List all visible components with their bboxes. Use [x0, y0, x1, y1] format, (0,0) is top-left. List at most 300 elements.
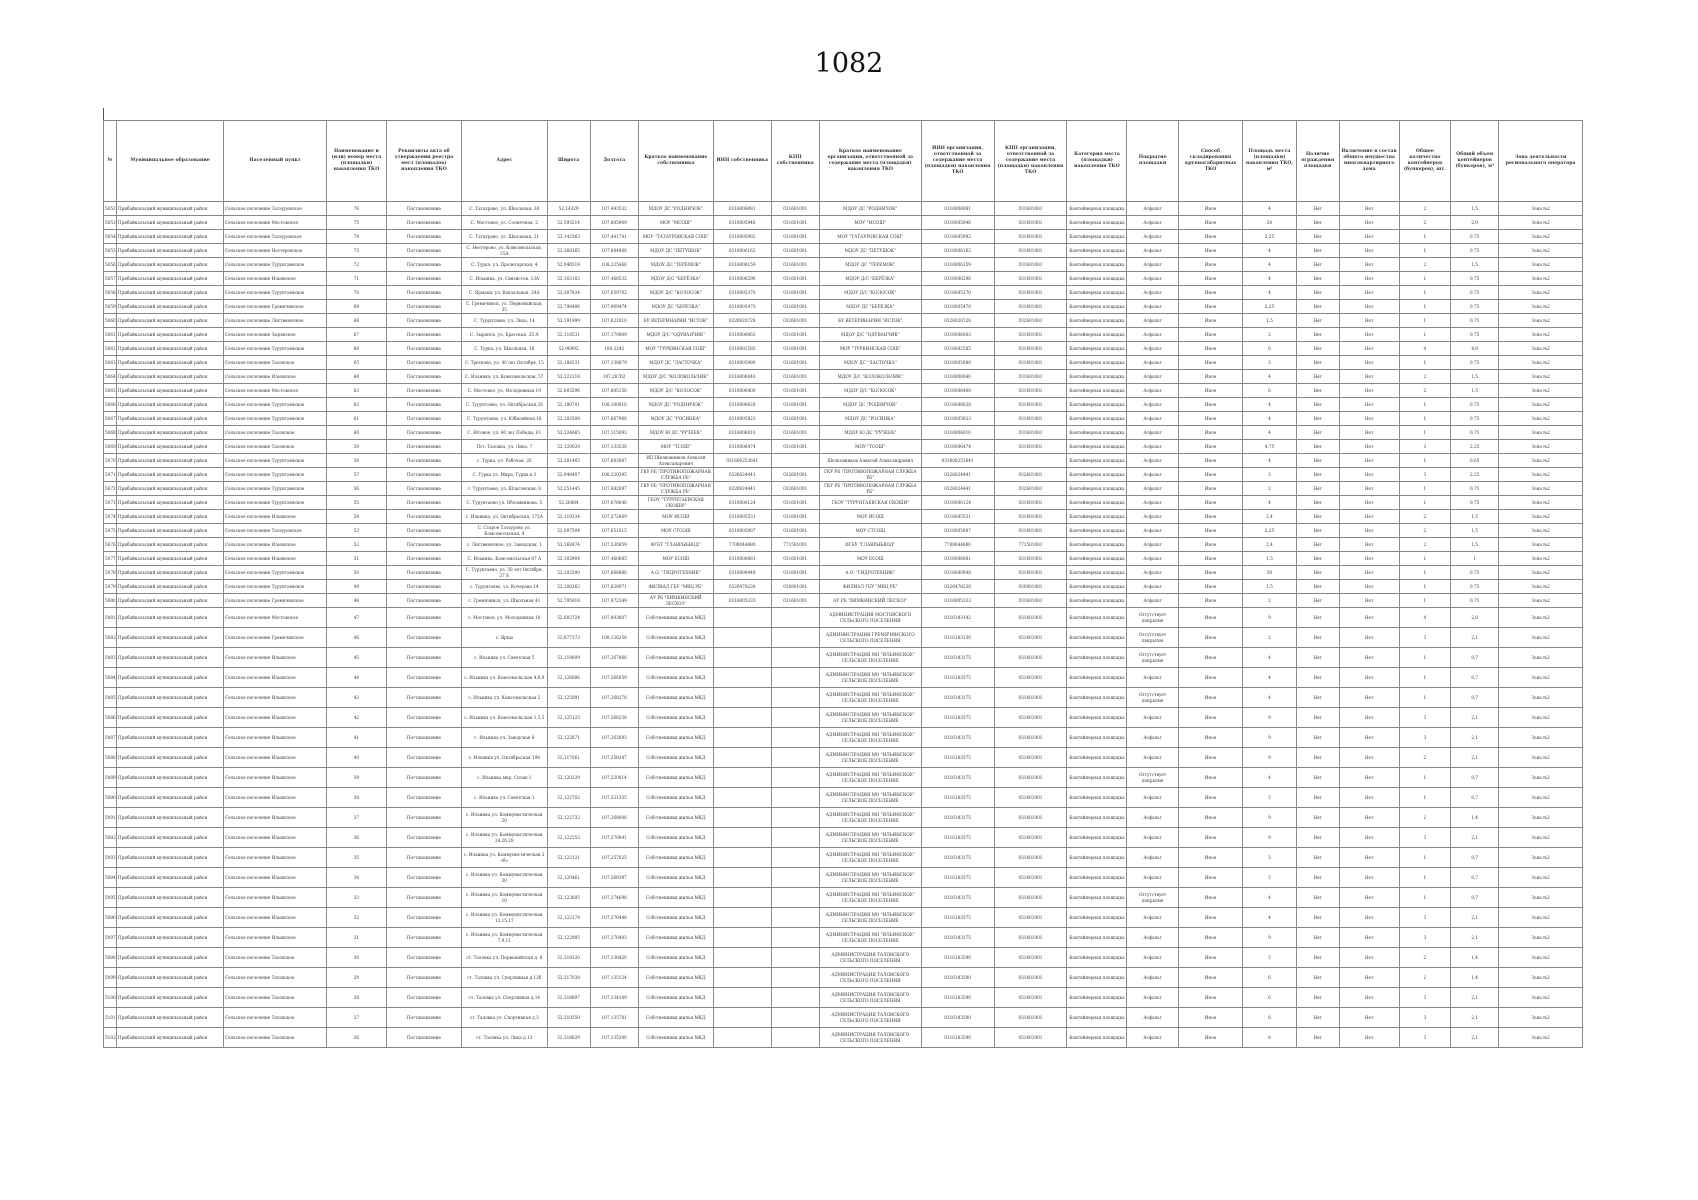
- table-cell: Иное: [1178, 688, 1242, 708]
- table-cell: 1: [1399, 848, 1450, 868]
- table-cell: Нет: [1296, 1028, 1339, 1048]
- table-cell: Сельское поселение Таловское: [224, 1008, 327, 1028]
- table-cell: Зона №2: [1499, 748, 1583, 768]
- table-cell: Нет: [1339, 244, 1399, 258]
- table-cell: Прибайкальский муниципальный район: [116, 628, 223, 648]
- table-cell: с. Ильинка ул. Коммунистическая 7,9,11: [461, 928, 547, 948]
- table-cell: Сельское поселение Ильинское: [224, 648, 327, 668]
- table-cell: 31: [326, 928, 386, 948]
- table-cell: 1: [1399, 594, 1450, 608]
- table-cell: 3: [1399, 468, 1450, 482]
- table-cell: Контейнерная площадка: [1067, 356, 1127, 370]
- table-cell: 0316005470: [713, 300, 771, 314]
- table-cell: Зона №2: [1499, 594, 1583, 608]
- table-cell: Отсутствует покрытие: [1127, 768, 1178, 788]
- table-cell: МДОУ ДС "РОСИНКА": [638, 412, 713, 426]
- table-cell: 0316183590: [921, 1008, 994, 1028]
- table-cell: АДМИНИСТРАЦИЯ МО "ИЛЬИНСКОЕ" СЕЛЬСКОЕ ПОСЕЛЕНИЕ: [819, 928, 921, 948]
- table-cell: 0316005923: [713, 412, 771, 426]
- table-cell: Контейнерная площадка: [1067, 426, 1127, 440]
- table-cell: Контейнерная площадка: [1067, 524, 1127, 538]
- table-cell: 0316005946: [713, 216, 771, 230]
- table-cell: МДОУ Д/С "БЕРЁЗКА": [819, 272, 921, 286]
- table-cell: Асфальт: [1127, 384, 1178, 398]
- table-cell: Нет: [1296, 202, 1339, 216]
- table-cell: Контейнерная площадка: [1067, 314, 1127, 328]
- table-cell: 5091: [104, 808, 117, 828]
- table-cell: 107,651515: [590, 524, 638, 538]
- table-cell: Постановление: [386, 708, 461, 728]
- table-cell: Постановление: [386, 510, 461, 524]
- table-cell: 0316006081: [713, 202, 771, 216]
- table-cell: 2,25: [1243, 230, 1297, 244]
- table-cell: Иное: [1178, 370, 1242, 384]
- table-cell: АДМИНИСТРАЦИЯ МОСТОВСКОГО СЕЛЬСКОГО ПОСЕЛЕНИЯ: [819, 608, 921, 628]
- table-cell: С. Ильинка, ул. Комсомольская, 57: [461, 370, 547, 384]
- table-cell: 65: [326, 356, 386, 370]
- table-cell: 031601001: [771, 552, 819, 566]
- table-cell: Контейнерная площадка: [1067, 708, 1127, 728]
- table-cell: Сельское поселение Ильинское: [224, 370, 327, 384]
- table-cell: 3: [1399, 828, 1450, 848]
- table-cell: ГКУ РБ "ПРОТИВОПОЖАРНАЯ СЛУЖБА РБ": [819, 482, 921, 496]
- table-cell: 5085: [104, 688, 117, 708]
- table-cell: Нет: [1339, 608, 1399, 628]
- table-cell: [771, 454, 819, 468]
- table-cell: Нет: [1339, 828, 1399, 848]
- table-cell: 107,530859: [590, 538, 638, 552]
- table-cell: Собственники жилья МКД: [638, 728, 713, 748]
- table-cell: 3: [1399, 728, 1450, 748]
- table-cell: Зона №2: [1499, 788, 1583, 808]
- table-cell: Сельское поселение Ильинское: [224, 538, 327, 552]
- table-cell: 61: [326, 412, 386, 426]
- table-cell: с. Ильинка ул. Советская 1: [461, 788, 547, 808]
- table-cell: 58: [326, 454, 386, 468]
- table-cell: Зона №2: [1499, 552, 1583, 566]
- table-cell: 1: [1399, 668, 1450, 688]
- table-cell: Нет: [1339, 440, 1399, 454]
- table-cell: Постановление: [386, 538, 461, 552]
- table-cell: 44: [326, 668, 386, 688]
- table-cell: 68: [326, 314, 386, 328]
- table-cell: 1,5: [1451, 524, 1499, 538]
- table-cell: Прибайкальский муниципальный район: [116, 708, 223, 728]
- table-cell: ст. Таловка ул. Первомайская д. 8: [461, 948, 547, 968]
- table-cell: 031601001: [994, 412, 1067, 426]
- table-cell: 5090: [104, 788, 117, 808]
- table-cell: АДМИНИСТРАЦИЯ ТАЛОВСКОГО СЕЛЬСКОГО ПОСЕЛЕНИЯ: [819, 988, 921, 1008]
- table-cell: 2: [1399, 968, 1450, 988]
- table-cell: Сельское поселение Ильинское: [224, 868, 327, 888]
- table-cell: Нет: [1296, 258, 1339, 272]
- table-cell: Нет: [1339, 258, 1399, 272]
- table-cell: Зона №2: [1499, 1028, 1583, 1048]
- table-cell: 3: [1399, 988, 1450, 1008]
- table-cell: Собственники жилья МКД: [638, 908, 713, 928]
- table-cell: 0316005333: [921, 594, 994, 608]
- table-cell: Асфальт: [1127, 496, 1178, 510]
- table-cell: Асфальт: [1127, 828, 1178, 848]
- table-cell: Нет: [1339, 328, 1399, 342]
- table-cell: 52,795918: [547, 594, 590, 608]
- table-cell: 5097: [104, 928, 117, 948]
- column-header: Краткое наименование организации, ответственной за содержание места (площадки) накопления ТКО: [819, 121, 921, 202]
- waste-site-registry-table: [103, 120, 1583, 1048]
- table-cell: Нет: [1296, 648, 1339, 668]
- table-cell: Прибайкальский муниципальный район: [116, 454, 223, 468]
- table-cell: Нет: [1296, 440, 1339, 454]
- table-cell: Нет: [1339, 788, 1399, 808]
- table-cell: Иное: [1178, 608, 1242, 628]
- table-cell: Контейнерная площадка: [1067, 412, 1127, 426]
- table-cell: Контейнерная площадка: [1067, 384, 1127, 398]
- table-cell: 1: [1399, 454, 1450, 468]
- table-cell: Сельское поселение Таловское: [224, 948, 327, 968]
- table-cell: Контейнерная площадка: [1067, 594, 1127, 608]
- column-header: Общее количество контейнеров (бункеров), шт.: [1399, 121, 1450, 202]
- table-cell: БУ ВЕТЕРИНАРИИ "ИСТОК": [819, 314, 921, 328]
- table-cell: 5052: [104, 202, 117, 216]
- table-cell: Постановление: [386, 244, 461, 258]
- table-cell: 5095: [104, 888, 117, 908]
- table-cell: Контейнерная площадка: [1067, 538, 1127, 552]
- table-cell: Нет: [1296, 748, 1339, 768]
- table-cell: 1: [1399, 314, 1450, 328]
- table-cell: с. Гремячинск, ул. Школьная 41: [461, 594, 547, 608]
- table-cell: 2: [1399, 524, 1450, 538]
- table-cell: 5054: [104, 230, 117, 244]
- table-cell: 031601001: [994, 300, 1067, 314]
- table-row: [104, 828, 1583, 848]
- table-cell: 52,122702: [547, 788, 590, 808]
- table-cell: Зона №2: [1499, 566, 1583, 580]
- table-cell: Нет: [1296, 788, 1339, 808]
- table-cell: 4: [1243, 768, 1297, 788]
- table-cell: 2,1: [1451, 908, 1499, 928]
- table-cell: 5084: [104, 668, 117, 688]
- table-cell: Нет: [1339, 868, 1399, 888]
- table-cell: МДОУ Д/С "КОЛОСОК": [819, 286, 921, 300]
- table-cell: Асфальт: [1127, 272, 1178, 286]
- table-cell: 107,267066: [590, 648, 638, 668]
- table-cell: [713, 1008, 771, 1028]
- table-cell: 0326024441: [921, 468, 994, 482]
- table-cell: Нет: [1296, 808, 1339, 828]
- table-cell: [771, 968, 819, 988]
- table-cell: АДМИНИСТРАЦИЯ ТАЛОВСКОГО СЕЛЬСКОГО ПОСЕЛЕНИЯ: [819, 948, 921, 968]
- table-cell: Асфальт: [1127, 370, 1178, 384]
- table-cell: 0316006063: [713, 328, 771, 342]
- table-cell: 0316006040: [921, 370, 994, 384]
- table-cell: 32: [326, 908, 386, 928]
- table-cell: Прибайкальский муниципальный район: [116, 538, 223, 552]
- table-cell: Прибайкальский муниципальный район: [116, 482, 223, 496]
- table-cell: 031601001: [771, 384, 819, 398]
- table-cell: 0316183142: [921, 608, 994, 628]
- table-cell: 52,14329: [547, 202, 590, 216]
- table-row: [104, 244, 1583, 258]
- table-cell: МДОУ ДС "РОДНИЧОК": [819, 398, 921, 412]
- table-cell: Нет: [1296, 286, 1339, 300]
- table-cell: Прибайкальский муниципальный район: [116, 808, 223, 828]
- table-cell: 107,220014: [590, 768, 638, 788]
- table-cell: МДОУ Д/С "КОЛОКОЛЬЧИК": [638, 370, 713, 384]
- table-cell: 032601001: [994, 314, 1067, 328]
- table-cell: 26: [326, 1028, 386, 1048]
- table-cell: 0316006400: [713, 384, 771, 398]
- table-cell: 031601001: [771, 272, 819, 286]
- table-cell: [771, 928, 819, 948]
- table-cell: Сельское поселение Гремячинское: [224, 300, 327, 314]
- table-cell: Нет: [1296, 384, 1339, 398]
- table-cell: Нет: [1339, 202, 1399, 216]
- table-cell: Контейнерная площадка: [1067, 768, 1127, 788]
- table-cell: Нет: [1339, 928, 1399, 948]
- column-header: Покрытие площадки: [1127, 121, 1178, 202]
- table-cell: 2,8: [1451, 608, 1499, 628]
- table-cell: Асфальт: [1127, 398, 1178, 412]
- table-cell: Асфальт: [1127, 908, 1178, 928]
- column-header: ИНН организации, ответственной за содержание места (площадки) накопления ТКО: [921, 121, 994, 202]
- table-cell: Прибайкальский муниципальный район: [116, 496, 223, 510]
- table-cell: 031601001: [994, 948, 1067, 968]
- table-cell: Нет: [1339, 768, 1399, 788]
- table-cell: Сельское поселение Ильинское: [224, 888, 327, 908]
- table-cell: Нет: [1296, 708, 1339, 728]
- table-cell: Постановление: [386, 370, 461, 384]
- table-cell: Нет: [1296, 988, 1339, 1008]
- table-cell: Иное: [1178, 788, 1242, 808]
- table-cell: С. Турунтаево ул. Обломкинова, 5: [461, 496, 547, 510]
- table-cell: 2,1: [1451, 708, 1499, 728]
- table-cell: 0,75: [1451, 272, 1499, 286]
- table-cell: Иное: [1178, 314, 1242, 328]
- table-cell: АДМИНИСТРАЦИЯ МО "ИЛЬИНСКОЕ" СЕЛЬСКОЕ ПОСЕЛЕНИЕ: [819, 748, 921, 768]
- table-cell: 107,274698: [590, 888, 638, 908]
- table-cell: 0316006296: [713, 272, 771, 286]
- table-cell: ГКУ РБ "ПРОТИВОПОЖАРНАЯ СЛУЖБА РБ": [638, 482, 713, 496]
- table-cell: Зона №2: [1499, 482, 1583, 496]
- table-cell: Нет: [1339, 1008, 1399, 1028]
- table-row: [104, 370, 1583, 384]
- table-cell: 5075: [104, 524, 117, 538]
- table-cell: МДОУ ДС "БЕРЕЗКА": [638, 300, 713, 314]
- table-cell: 0,75: [1451, 426, 1499, 440]
- table-row: [104, 468, 1583, 482]
- table-cell: 0,7: [1451, 868, 1499, 888]
- table-cell: 52,119334: [547, 510, 590, 524]
- table-cell: Зона №2: [1499, 342, 1583, 356]
- table-cell: Постановление: [386, 908, 461, 928]
- table-cell: Нет: [1339, 426, 1399, 440]
- table-cell: Зона №2: [1499, 580, 1583, 594]
- table-row: [104, 286, 1583, 300]
- table-cell: 2,1: [1451, 748, 1499, 768]
- table-cell: 52,122179: [547, 908, 590, 928]
- table-cell: 5073: [104, 496, 117, 510]
- table-cell: 52,122121: [547, 848, 590, 868]
- table-cell: 71: [326, 272, 386, 286]
- table-cell: 1,4: [1451, 948, 1499, 968]
- table-cell: 2: [1399, 370, 1450, 384]
- table-cell: 107,441741: [590, 230, 638, 244]
- table-cell: 52,368365: [547, 244, 590, 258]
- table-cell: Иное: [1178, 356, 1242, 370]
- table-row: [104, 608, 1583, 628]
- table-cell: МОУ "ТАТАУРОВСКАЯ СОШ": [638, 230, 713, 244]
- table-cell: Контейнерная площадка: [1067, 1028, 1127, 1048]
- table-cell: 107,268606: [590, 808, 638, 828]
- table-row: [104, 566, 1583, 580]
- table-cell: Нет: [1339, 988, 1399, 1008]
- table-cell: [771, 668, 819, 688]
- table-cell: Контейнерная площадка: [1067, 988, 1127, 1008]
- table-cell: Иное: [1178, 848, 1242, 868]
- table-cell: Контейнерная площадка: [1067, 482, 1127, 496]
- table-cell: 0,75: [1451, 580, 1499, 594]
- table-cell: 031601001: [994, 1008, 1067, 1028]
- table-cell: 4,75: [1243, 440, 1297, 454]
- table-cell: 52,168474: [547, 538, 590, 552]
- table-cell: 2: [1399, 258, 1450, 272]
- table-cell: [771, 828, 819, 848]
- table-cell: Постановление: [386, 628, 461, 648]
- table-cell: 031601001: [994, 988, 1067, 1008]
- table-cell: 107,884808: [590, 244, 638, 258]
- table-cell: 0316183375: [921, 748, 994, 768]
- table-row: [104, 440, 1583, 454]
- table-row: [104, 426, 1583, 440]
- table-cell: Сельское поселение Ильинское: [224, 728, 327, 748]
- table-cell: Постановление: [386, 868, 461, 888]
- table-cell: Иное: [1178, 524, 1242, 538]
- table-cell: Прибайкальский муниципальный район: [116, 968, 223, 988]
- table-cell: 108,220395: [590, 468, 638, 482]
- table-cell: Прибайкальский муниципальный район: [116, 748, 223, 768]
- table-cell: 107,803807: [590, 608, 638, 628]
- table-cell: 0316006159: [713, 258, 771, 272]
- table-cell: Асфальт: [1127, 216, 1178, 230]
- table-cell: 5083: [104, 648, 117, 668]
- table-cell: 0316183375: [921, 688, 994, 708]
- table-cell: 0316183375: [921, 668, 994, 688]
- table-cell: [771, 948, 819, 968]
- table-cell: 0316005980: [921, 356, 994, 370]
- table-cell: Иное: [1178, 202, 1242, 216]
- table-cell: АДМИНИСТРАЦИЯ МО "ИЛЬИНСКОЕ" СЕЛЬСКОЕ ПОСЕЛЕНИЕ: [819, 648, 921, 668]
- table-cell: 108,2242: [590, 342, 638, 356]
- table-cell: 5063: [104, 356, 117, 370]
- table-cell: 8: [1243, 1028, 1297, 1048]
- table-cell: Прибайкальский муниципальный район: [116, 510, 223, 524]
- table-cell: 0,75: [1451, 300, 1499, 314]
- table-cell: 0326478238: [713, 580, 771, 594]
- table-cell: 0316005992: [713, 230, 771, 244]
- table-cell: 1: [1399, 300, 1450, 314]
- table-cell: 0316005370: [713, 286, 771, 300]
- table-cell: Нет: [1296, 1008, 1339, 1028]
- table-cell: 0316183130: [921, 628, 994, 648]
- table-cell: Прибайкальский муниципальный район: [116, 580, 223, 594]
- table-cell: 0316006296: [921, 272, 994, 286]
- column-header: ИНН собственника: [713, 121, 771, 202]
- table-cell: 107,270403: [590, 928, 638, 948]
- table-cell: 37: [326, 808, 386, 828]
- table-cell: Нет: [1339, 356, 1399, 370]
- table-cell: 107,262693: [590, 728, 638, 748]
- column-header: Категория места (площадки) накопления ТКО: [1067, 121, 1127, 202]
- table-cell: Сельское поселение Татауровское: [224, 524, 327, 538]
- table-cell: Асфальт: [1127, 426, 1178, 440]
- table-cell: [713, 608, 771, 628]
- table-cell: С. Турка, ул. Пролетарская, 4: [461, 258, 547, 272]
- table-cell: Шелковников Алексей Александрович: [819, 454, 921, 468]
- table-cell: 107,257625: [590, 848, 638, 868]
- table-cell: Нет: [1339, 552, 1399, 566]
- table-cell: Зона №2: [1499, 988, 1583, 1008]
- table-cell: 1,5: [1451, 384, 1499, 398]
- table-cell: [713, 648, 771, 668]
- table-cell: Прибайкальский муниципальный район: [116, 668, 223, 688]
- table-cell: Контейнерная площадка: [1067, 908, 1127, 928]
- table-cell: Асфальт: [1127, 552, 1178, 566]
- table-cell: Контейнерная площадка: [1067, 748, 1127, 768]
- table-cell: Контейнерная площадка: [1067, 608, 1127, 628]
- column-header: Наличие ограждения площадки: [1296, 121, 1339, 202]
- table-cell: Сельское поселение Таловское: [224, 988, 327, 1008]
- table-cell: Нет: [1339, 728, 1399, 748]
- table-cell: 0326024441: [921, 482, 994, 496]
- table-cell: 031601001: [994, 668, 1067, 688]
- table-cell: 1: [1399, 566, 1450, 580]
- table-cell: Постановление: [386, 1028, 461, 1048]
- table-cell: Нет: [1296, 510, 1339, 524]
- table-cell: Сельское поселение Турунтаевское: [224, 286, 327, 300]
- table-cell: 1: [1399, 688, 1450, 708]
- table-cell: 1: [1399, 356, 1450, 370]
- table-cell: 7708044880: [713, 538, 771, 552]
- table-cell: [771, 908, 819, 928]
- table-cell: Отсутствует покрытие: [1127, 628, 1178, 648]
- table-cell: Сельское поселение Ильинское: [224, 668, 327, 688]
- table-cell: 107,668886: [590, 566, 638, 580]
- table-cell: Нет: [1296, 948, 1339, 968]
- table-cell: Иное: [1178, 988, 1242, 1008]
- table-cell: Сельское поселение Ильинское: [224, 510, 327, 524]
- table-cell: ГКУ РБ "ПРОТИВОПОЖАРНАЯ СЛУЖБА РБ": [638, 468, 713, 482]
- table-cell: Нет: [1296, 728, 1339, 748]
- table-cell: 1: [1399, 412, 1450, 426]
- table-cell: 5059: [104, 300, 117, 314]
- table-cell: Нет: [1296, 848, 1339, 868]
- table-cell: 2,1: [1451, 1008, 1499, 1028]
- table-cell: Сельское поселение Татауровское: [224, 202, 327, 216]
- table-cell: Прибайкальский муниципальный район: [116, 594, 223, 608]
- table-cell: Прибайкальский муниципальный район: [116, 440, 223, 454]
- table-cell: Сельское поселение Ильинское: [224, 272, 327, 286]
- table-cell: Контейнерная площадка: [1067, 370, 1127, 384]
- table-row: [104, 580, 1583, 594]
- table-cell: 031601001: [994, 328, 1067, 342]
- table-cell: Зона №2: [1499, 300, 1583, 314]
- table-cell: 66: [326, 342, 386, 356]
- table-cell: 5076: [104, 538, 117, 552]
- table-cell: Нет: [1296, 314, 1339, 328]
- table-cell: Постановление: [386, 454, 461, 468]
- table-cell: Прибайкальский муниципальный район: [116, 286, 223, 300]
- table-row: [104, 988, 1583, 1008]
